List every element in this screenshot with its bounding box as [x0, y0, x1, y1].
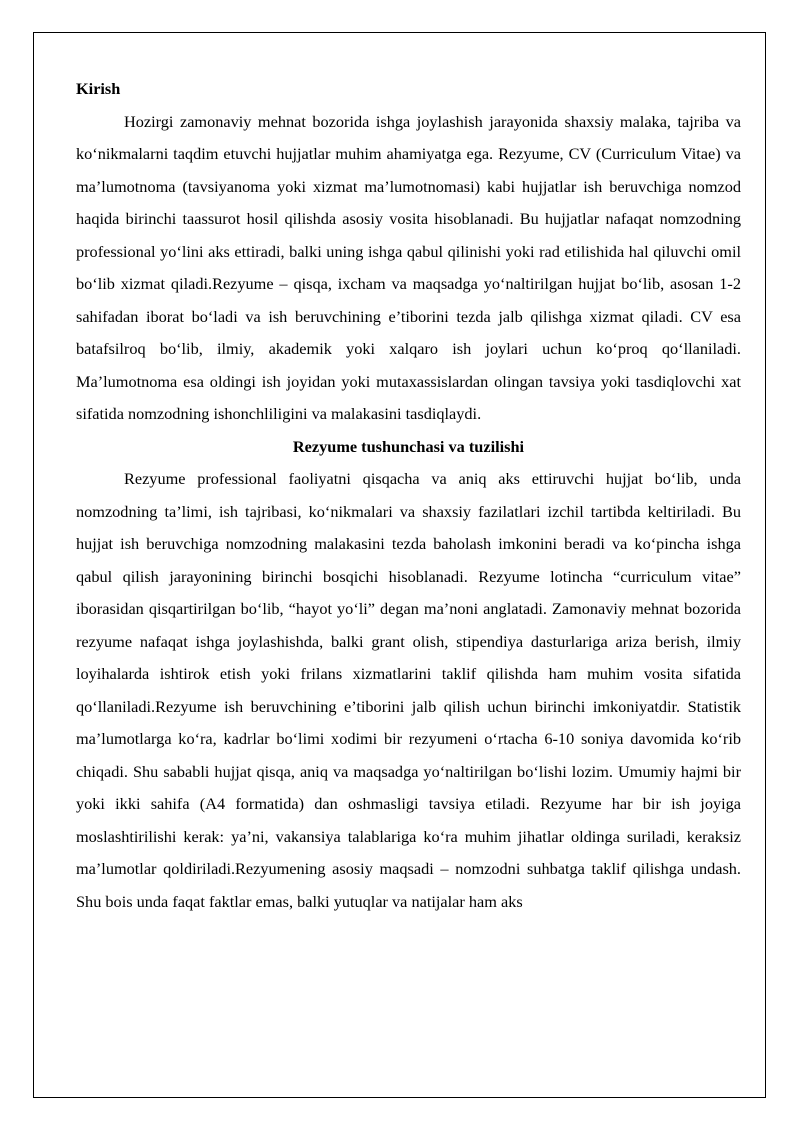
paragraph-introduction: Hozirgi zamonaviy mehnat bozorida ishga joylashish jarayonida shaxsiy malaka, tajriba va ko‘nikmalarni taqdim etuvchi hujjatlar muhim ahamiyatga ega. Rezyume, CV (Curriculum Vitae) va ma’lumotnoma (tavsiyanoma yoki xizmat ma’lumotnomasi) kabi hujjatlar ish beruvchiga nomzod haqida birinchi taassurot hosil qilishda asosiy vosita hisoblanadi. Bu hujjatlar nafaqat nomzodning professional yo‘lini aks ettiradi, balki uning ishga qabul qilinishi yoki rad etilishida hal qiluvchi omil bo‘lib xizmat qiladi.Rezyume – qisqa, ixcham va maqsadga yo‘naltirilgan hujjat bo‘lib, asosan 1-2 sahifadan iborat bo‘ladi va ish beruvchining e’tiborini tezda jalb qilishga xizmat qiladi. CV esa batafsilroq bo‘lib, ilmiy, akademik yoki xalqaro ish joylari uchun ko‘proq qo‘llaniladi. Ma’lumotnoma esa oldingi ish joyidan yoki mutaxassislardan olingan tavsiya yoki tasdiqlovchi xat sifatida nomzodning ishonchliligini va malakasini tasdiqlaydi. — [76, 111, 741, 423]
document-body — [76, 73, 741, 918]
section-heading-rezyume: Rezyume tushunchasi va tuzilishi — [292, 436, 525, 456]
paragraph-rezyume: Rezyume professional faoliyatni qisqacha va aniq aks ettiruvchi hujjat bo‘lib, unda nomzodning ta’limi, ish tajribasi, ko‘nikmalari va shaxsiy fazilatlari izchil tartibda keltiriladi. Bu hujjat ish beruvchiga nomzodning malakasini tezda baholash imkonini beradi va ko‘pincha ishga qabul qilish jarayonining birinchi bosqichi hisoblanadi. Rezyume lotincha “curriculum vitae” iborasidan qisqartirilgan bo‘lib, “hayot yo‘li” degan ma’noni anglatadi. Zamonaviy mehnat bozorida rezyume nafaqat ishga joylashishda, balki grant olish, stipendiya dasturlariga ariza berish, ilmiy loyihalarda ishtirok etish yoki frilans xizmatlarini taklif qilishda ham muhim vosita sifatida qo‘llaniladi.Rezyume ish beruvchining e’tiborini jalb qilish uchun birinchi imkoniyatdir. Statistik ma’lumotlarga ko‘ra, kadrlar bo‘limi xodimi bir rezyumeni o‘rtacha 6-10 soniya davomida ko‘rib chiqadi. Shu sababli hujjat qisqa, aniq va maqsadga yo‘naltirilgan bo‘lishi lozim. Umumiy hajmi bir yoki ikki sahifa (A4 formatida) dan oshmasligi tavsiya etiladi. Rezyume har bir ish joyiga moslashtirilishi kerak: ya’ni, vakansiya talablariga ko‘ra muhim jihatlar oldinga suriladi, keraksiz ma’lumotlar qoldiriladi.Rezyumening asosiy maqsadi – nomzodni suhbatga taklif qilishga undash. Shu bois unda faqat faktlar emas, balki yutuqlar va natijalar ham aks — [76, 469, 741, 911]
section-heading-kirish: Kirish — [76, 79, 121, 98]
